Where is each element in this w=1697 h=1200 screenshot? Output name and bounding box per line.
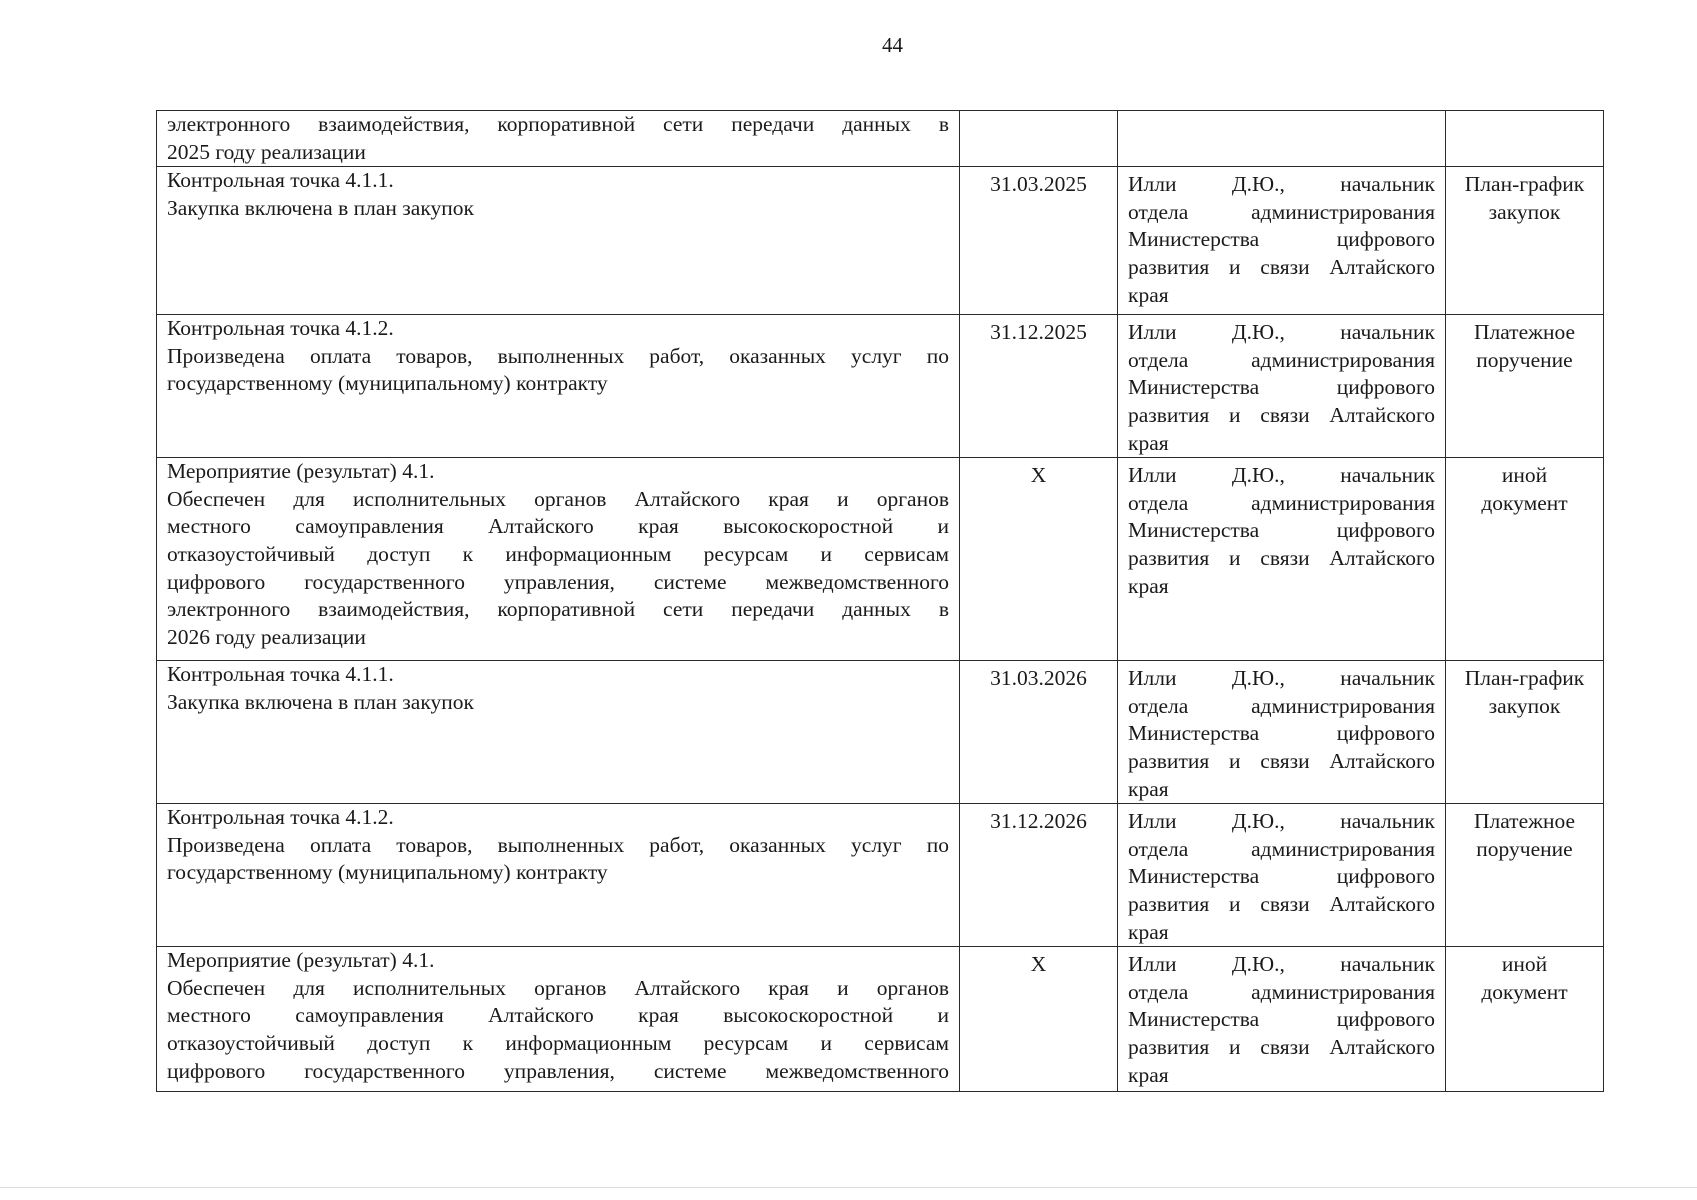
description-cell (157, 167, 960, 315)
description-cell (157, 947, 960, 1092)
responsible-cell (1118, 661, 1446, 804)
description-line: электронного взаимодействия, корпоративной сети передачи данных в (167, 112, 949, 136)
responsible-line: отдела администрирования (1128, 836, 1435, 861)
document-type-line: поручение (1476, 347, 1573, 372)
document-type-line: План-график (1464, 172, 1585, 197)
document-type-line: закупок (1488, 199, 1561, 224)
responsible-line: отдела администрирования (1128, 347, 1435, 372)
document-type-line: Платежное (1473, 809, 1576, 834)
description-line: государственному (муниципальному) контракту (167, 860, 608, 885)
table-row (157, 111, 1604, 167)
description-line: 2026 году реализации (167, 624, 366, 649)
document-type-line: иной (1501, 463, 1548, 488)
description-line: местного самоуправления Алтайского края высокоскоростной и (167, 514, 949, 539)
description-line: 2025 году реализации (167, 139, 366, 164)
responsible-cell (1118, 315, 1446, 458)
date-cell: 31.03.2025 (960, 167, 1118, 315)
description-line: государственному (муниципальному) контракту (167, 371, 608, 396)
responsible-cell (1118, 167, 1446, 315)
responsible-line: отдела администрирования (1128, 693, 1435, 718)
activities-table (156, 110, 1604, 1092)
responsible-line: Министерства цифрового (1128, 1007, 1435, 1032)
document-type-cell (1446, 947, 1604, 1092)
responsible-line: Илли Д.Ю., начальник (1128, 320, 1435, 345)
responsible-cell (1118, 458, 1446, 661)
date-cell: 31.03.2026 (960, 661, 1118, 804)
description-line: Обеспечен для исполнительных органов Алтайского края и органов (167, 975, 949, 1000)
description-line: местного самоуправления Алтайского края высокоскоростной и (167, 1003, 949, 1028)
description-cell (157, 315, 960, 458)
document-type-cell (1446, 804, 1604, 947)
description-cell (157, 111, 960, 167)
responsible-line: Министерства цифрового (1128, 375, 1435, 400)
table-body (157, 111, 1604, 1092)
date-cell: 31.12.2025 (960, 315, 1118, 458)
table-row (157, 167, 1604, 315)
date-cell: Х (960, 458, 1118, 661)
responsible-line: отдела администрирования (1128, 979, 1435, 1004)
responsible-line: развития и связи Алтайского (1128, 748, 1435, 773)
description-line: Мероприятие (результат) 4.1. (167, 459, 435, 484)
document-type-line: документ (1481, 979, 1568, 1004)
description-line: Произведена оплата товаров, выполненных работ, оказанных услуг по (167, 343, 949, 368)
table-row (157, 947, 1604, 1092)
date-cell: 31.12.2026 (960, 804, 1118, 947)
responsible-line: отдела администрирования (1128, 490, 1435, 515)
table-row (157, 804, 1604, 947)
description-line: Контрольная точка 4.1.1. (167, 662, 394, 687)
responsible-line: края (1128, 282, 1169, 307)
document-type-cell (1446, 111, 1604, 167)
description-line: цифрового государственного управления, системе межведомственного (167, 1058, 949, 1083)
responsible-line: развития и связи Алтайского (1128, 254, 1435, 279)
description-cell (157, 661, 960, 804)
document-type-line: Платежное (1473, 320, 1576, 345)
document-type-cell (1446, 661, 1604, 804)
responsible-cell (1118, 111, 1446, 167)
responsible-line: отдела администрирования (1128, 199, 1435, 224)
responsible-cell (1118, 947, 1446, 1092)
responsible-line: Илли Д.Ю., начальник (1128, 952, 1435, 977)
table-row (157, 458, 1604, 661)
responsible-line: развития и связи Алтайского (1128, 1034, 1435, 1059)
document-type-line: План-график (1464, 666, 1585, 691)
responsible-line: Илли Д.Ю., начальник (1128, 666, 1435, 691)
document-type-cell (1446, 458, 1604, 661)
description-line: Обеспечен для исполнительных органов Алтайского края и органов (167, 486, 949, 511)
responsible-cell (1118, 804, 1446, 947)
description-line: Мероприятие (результат) 4.1. (167, 948, 435, 973)
description-line: Закупка включена в план закупок (167, 689, 474, 714)
responsible-line: Министерства цифрового (1128, 518, 1435, 543)
responsible-line: Илли Д.Ю., начальник (1128, 172, 1435, 197)
scan-edge-divider (0, 1187, 1697, 1188)
description-cell (157, 804, 960, 947)
description-line: Произведена оплата товаров, выполненных работ, оказанных услуг по (167, 832, 949, 857)
responsible-line: края (1128, 919, 1169, 944)
description-cell (157, 458, 960, 661)
responsible-line: края (1128, 1062, 1169, 1087)
document-type-line: закупок (1488, 693, 1561, 718)
page-number: 44 (882, 33, 903, 57)
description-line: Контрольная точка 4.1.2. (167, 316, 394, 341)
description-line: отказоустойчивый доступ к информационным ресурсам и сервисам (167, 541, 949, 566)
date-cell: Х (960, 947, 1118, 1092)
description-line: отказоустойчивый доступ к информационным ресурсам и сервисам (167, 1030, 949, 1055)
responsible-line: Министерства цифрового (1128, 864, 1435, 889)
description-line: цифрового государственного управления, системе межведомственного (167, 569, 949, 594)
table-row (157, 315, 1604, 458)
responsible-line: Министерства цифрового (1128, 227, 1435, 252)
description-line: Контрольная точка 4.1.2. (167, 805, 394, 830)
responsible-line: развития и связи Алтайского (1128, 891, 1435, 916)
responsible-line: развития и связи Алтайского (1128, 402, 1435, 427)
description-line: Контрольная точка 4.1.1. (167, 168, 394, 193)
document-type-cell (1446, 167, 1604, 315)
table-row (157, 661, 1604, 804)
document-type-line: поручение (1476, 836, 1573, 861)
responsible-line: края (1128, 573, 1169, 598)
responsible-line: края (1128, 430, 1169, 455)
responsible-line: Илли Д.Ю., начальник (1128, 809, 1435, 834)
responsible-line: Илли Д.Ю., начальник (1128, 463, 1435, 488)
document-type-line: иной (1501, 952, 1548, 977)
responsible-line: Министерства цифрового (1128, 721, 1435, 746)
description-line: электронного взаимодействия, корпоративной сети передачи данных в (167, 597, 949, 622)
date-cell (960, 111, 1118, 167)
document-type-line: документ (1481, 490, 1568, 515)
responsible-line: развития и связи Алтайского (1128, 545, 1435, 570)
responsible-line: края (1128, 776, 1169, 801)
document-type-cell (1446, 315, 1604, 458)
description-line: Закупка включена в план закупок (167, 195, 474, 220)
